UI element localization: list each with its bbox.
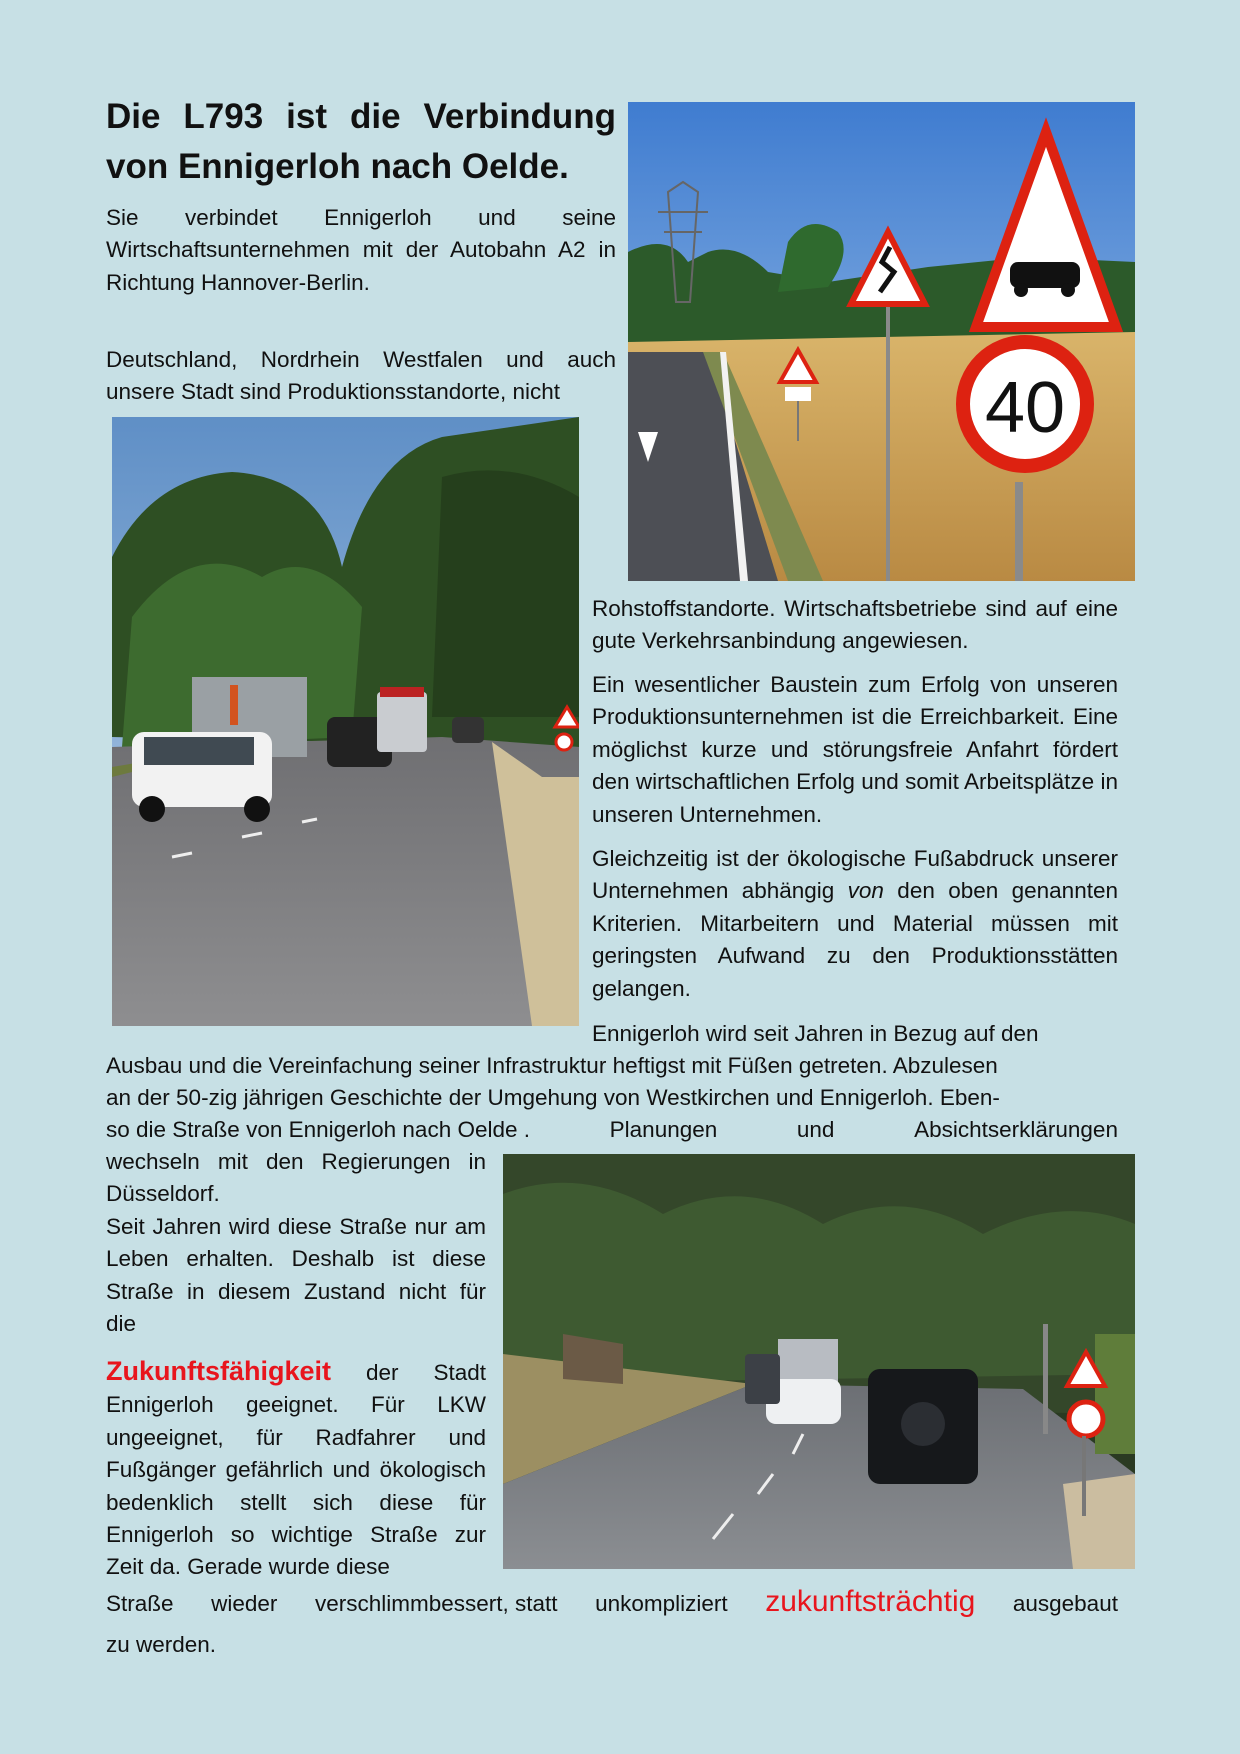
paragraph-ecological: [592, 843, 1118, 1005]
last-word3: verschlimmbessert, statt: [314, 1591, 558, 1616]
paragraph-infrastructure-line1: Ennigerloh wird seit Jahren in Bezug auf den: [592, 1021, 1039, 1046]
paragraph-future-text: der Stadt Ennigerloh geeignet. Für LKW ungeeignet, für Radfahrer und Fußgänger gefährlich und ökologisch bedenklich stellt sich diese für Ennigerloh so wichtige Straße zur Zeit da. Gerade wurde diese: [106, 1360, 486, 1580]
last-word2: wieder: [211, 1591, 278, 1616]
paragraph-future: [106, 1355, 486, 1584]
paragraph-infrastructure-line2: Ausbau und die Vereinfachung seiner Infrastruktur heftigst mit Füßen getreten. Abzulesen: [106, 1053, 998, 1078]
line4-word3: und: [796, 1117, 835, 1142]
paragraph-governments: wechseln mit den Regierungen in Düsseldorf.: [106, 1149, 486, 1207]
line4-word1: so die Straße von Ennigerloh nach Oelde .: [106, 1117, 531, 1142]
line4-word4: Absichtserklärungen: [914, 1117, 1118, 1142]
last-word1: Straße: [106, 1591, 174, 1616]
paragraph-ecological-italic: von: [847, 878, 884, 904]
paragraph-infrastructure-line3: an der 50-zig jährigen Geschichte der Umgehung von Westkirchen und Ennigerloh. Eben-: [106, 1085, 1000, 1110]
last-word4: unkompliziert: [595, 1591, 728, 1616]
paragraph-ecological-b: den oben genannten Kriterien. Mitarbeitern und Material müssen mit geringsten Aufwand zu den Produktionsstätten gelangen.: [592, 878, 1118, 1001]
paragraph-infrastructure-line4: [106, 1114, 1118, 1146]
last-word5: ausgebaut: [1012, 1591, 1118, 1616]
paragraph-maintenance: Seit Jahren wird diese Straße nur am Leben erhalten. Deshalb ist diese Straße in diesem Zustand nicht für die: [106, 1214, 486, 1337]
line4-word2: Planungen: [609, 1117, 718, 1142]
intro-paragraph: Sie verbindet Ennigerloh und seine Wirtschaftsunternehmen mit der Autobahn A2 in Richtung Hannover-Berlin.: [106, 205, 616, 295]
highlight-zukunftsfaehigkeit: Zukunftsfähigkeit: [106, 1356, 332, 1386]
paragraph-production-start: Deutschland, Nordrhein Westfalen und auch unsere Stadt sind Produktionsstandorte, nicht: [106, 347, 616, 405]
paragraph-reachability: Ein wesentlicher Baustein zum Erfolg von unseren Produktionsunternehmen ist die Erreichbarkeit. Eine möglichst kurze und störungsfreie Anfahrt fördert den wirtschaftlichen Erfolg und somit Arbeitsplätze in unseren Unternehmen.: [592, 672, 1118, 827]
paragraph-final-line: zu werden.: [106, 1632, 217, 1657]
photo-road-signs: [628, 102, 1135, 581]
paragraph-last-line: [106, 1586, 1118, 1626]
photo-road-cars: [503, 1154, 1135, 1569]
page-title: Die L793 ist die Verbindung von Ennigerloh nach Oelde.: [106, 97, 616, 186]
speed-limit-text: 40: [984, 368, 1066, 448]
photo-road-traffic: [112, 417, 579, 1026]
paragraph-ecological-a: Gleichzeitig ist der ökologische Fußabdruck unserer Unternehmen abhängig: [592, 846, 1118, 904]
paragraph-production-end: Rohstoffstandorte. Wirtschaftsbetriebe sind auf eine gute Verkehrsanbindung angewiesen.: [592, 596, 1118, 654]
highlight-zukunftstraechtig: zukunftsträchtig: [765, 1585, 976, 1618]
